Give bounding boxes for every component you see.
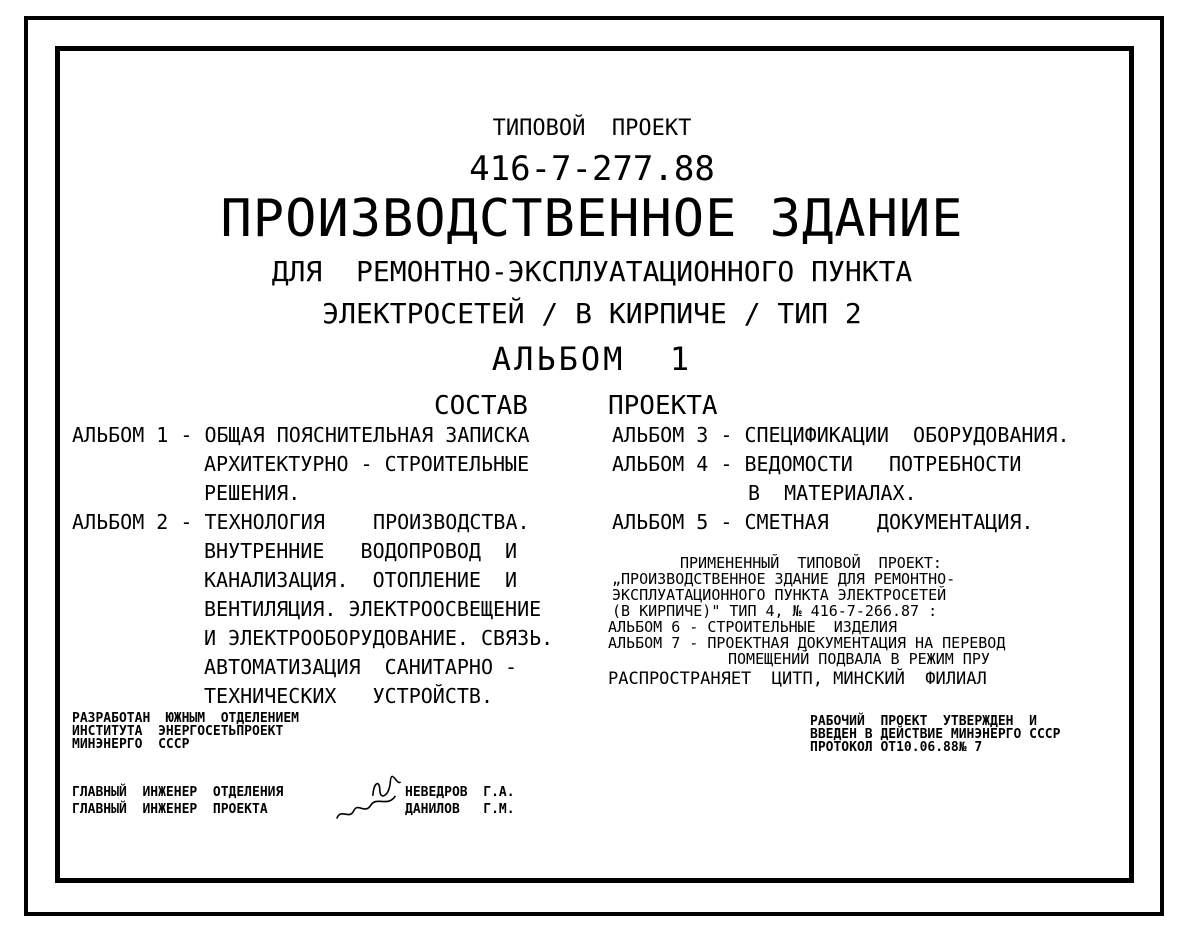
album-2-line: И ЭЛЕКТРООБОРУДОВАНИЕ. СВЯЗЬ.	[204, 626, 554, 650]
signature-name: НЕВЕДРОВ Г.А.	[405, 785, 515, 800]
subtitle-line-2: ЭЛЕКТРОСЕТЕЙ / В КИРПИЧЕ / ТИП 2	[322, 297, 862, 330]
album-2-line: КАНАЛИЗАЦИЯ. ОТОПЛЕНИЕ И	[204, 568, 518, 592]
composition-heading-left: СОСТАВ	[434, 391, 528, 421]
applied-project-line: „ПРОИЗВОДСТВЕННОЕ ЗДАНИЕ ДЛЯ РЕМОНТНО-	[612, 570, 956, 588]
applied-project-line: АЛЬБОМ 6 - СТРОИТЕЛЬНЫЕ ИЗДЕЛИЯ	[608, 618, 897, 636]
distributor-line: РАСПРОСТРАНЯЕТ ЦИТП, МИНСКИЙ ФИЛИАЛ	[608, 669, 987, 689]
applied-project-line: ЭКСПЛУАТАЦИОННОГО ПУНКТА ЭЛЕКТРОСЕТЕЙ	[612, 586, 947, 604]
subtitle-line-1: ДЛЯ РЕМОНТНО-ЭКСПЛУАТАЦИОННОГО ПУНКТА	[271, 255, 913, 288]
album-2-line: ТЕХНИЧЕСКИХ УСТРОЙСТВ.	[204, 684, 493, 708]
album-1-line: РЕШЕНИЯ.	[204, 481, 301, 505]
album-2-line: АВТОМАТИЗАЦИЯ САНИТАРНО -	[204, 655, 518, 679]
page-title: ПРОИЗВОДСТВЕННОЕ ЗДАНИЕ	[220, 189, 964, 249]
album-1-line: АРХИТЕКТУРНО - СТРОИТЕЛЬНЫЕ	[204, 452, 530, 476]
album-number: АЛЬБОМ 1	[491, 340, 693, 378]
applied-project-line: ПРИМЕНЕННЫЙ ТИПОВОЙ ПРОЕКТ:	[680, 554, 942, 572]
signature-role: ГЛАВНЫЙ ИНЖЕНЕР ОТДЕЛЕНИЯ	[72, 785, 284, 800]
album-3-line: АЛЬБОМ 3 - СПЕЦИФИКАЦИИ ОБОРУДОВАНИЯ.	[612, 423, 1070, 447]
signature-name: ДАНИЛОВ Г.М.	[405, 802, 515, 817]
developer-line: РАЗРАБОТАН ЮЖНЫМ ОТДЕЛЕНИЕМ	[72, 711, 299, 726]
composition-heading-right: ПРОЕКТА	[608, 391, 718, 421]
developer-line: МИНЭНЕРГО СССР	[72, 737, 190, 752]
album-2-line: ВЕНТИЛЯЦИЯ. ЭЛЕКТРООСВЕЩЕНИЕ	[204, 597, 542, 621]
album-4-line: В МАТЕРИАЛАХ.	[748, 481, 917, 505]
project-type-label: ТИПОВОЙ ПРОЕКТ	[492, 116, 692, 141]
album-2-line: ВНУТРЕННИЕ ВОДОПРОВОД И	[204, 539, 518, 563]
signature-role: ГЛАВНЫЙ ИНЖЕНЕР ПРОЕКТА	[72, 802, 268, 817]
applied-project-line: АЛЬБОМ 7 - ПРОЕКТНАЯ ДОКУМЕНТАЦИЯ НА ПЕРЕВОД	[608, 634, 1006, 652]
album-5-line: АЛЬБОМ 5 - СМЕТНАЯ ДОКУМЕНТАЦИЯ.	[612, 510, 1034, 534]
developer-line: ИНСТИТУТА ЭНЕРГОСЕТЬПРОЕКТ	[72, 724, 284, 739]
approval-line: ВВЕДЕН В ДЕЙСТВИЕ МИНЭНЕРГО СССР	[810, 727, 1061, 742]
project-code: 416-7-277.88	[469, 149, 715, 189]
album-4-line: АЛЬБОМ 4 - ВЕДОМОСТИ ПОТРЕБНОСТИ	[612, 452, 1022, 476]
approval-line: РАБОЧИЙ ПРОЕКТ УТВЕРЖДЕН И	[810, 714, 1037, 729]
applied-project-line: (В КИРПИЧЕ)" ТИП 4, № 416-7-266.87 :	[612, 602, 938, 620]
applied-project-line: ПОМЕЩЕНИЙ ПОДВАЛА В РЕЖИМ ПРУ	[728, 650, 990, 668]
album-2-line: АЛЬБОМ 2 - ТЕХНОЛОГИЯ ПРОИЗВОДСТВА.	[72, 510, 530, 534]
approval-line: ПРОТОКОЛ ОТ10.06.88№ 7	[810, 740, 983, 755]
album-1-line: АЛЬБОМ 1 - ОБЩАЯ ПОЯСНИТЕЛЬНАЯ ЗАПИСКА	[72, 423, 530, 447]
